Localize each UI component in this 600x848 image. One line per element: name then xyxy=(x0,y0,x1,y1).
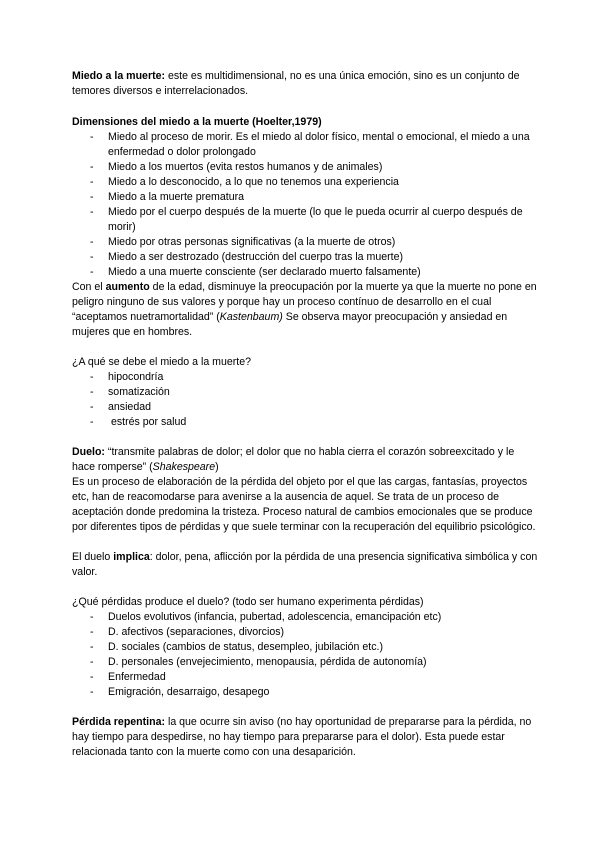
dimensions-list xyxy=(72,130,540,280)
age-paragraph-part: Se observa mayor preocupación y ansiedad en mujeres que en hombres. xyxy=(72,311,508,338)
fear-of-death-paragraph xyxy=(72,69,540,99)
list-item: - D. personales (envejecimiento, menopausia, pérdida de autonomía) xyxy=(72,655,540,670)
dimensions-heading-text: Dimensiones del miedo a la muerte (Hoelter,1979) xyxy=(72,116,322,128)
grief-implies-paragraph xyxy=(72,550,540,580)
sudden-loss-text: la que ocurre sin aviso (no hay oportunidad de prepararse para la pérdida, no hay tiempo para despedirse, no hay tiempo para prepararse para el dolor). Esta puede estar relacionada tanto con la muerte como con una desaparición. xyxy=(72,716,532,758)
grief-quote-end: ) xyxy=(215,461,219,473)
list-item: - Miedo a lo desconocido, a lo que no tenemos una experiencia xyxy=(72,175,540,190)
grief-heading: Duelo: xyxy=(72,446,105,458)
losses-question: ¿Qué pérdidas produce el duelo? (todo ser humano experimenta pérdidas) xyxy=(72,596,424,608)
list-item: - Duelos evolutivos (infancia, pubertad, adolescencia, emancipación etc) xyxy=(72,610,540,625)
grief-implies-lead: El duelo xyxy=(72,551,114,563)
age-paragraph-part: Con el xyxy=(72,281,106,293)
grief-definition-paragraph: Es un proceso de elaboración de la pérdida del objeto por el que las cargas, fantasías, proyectos etc, han de reacomodarse para avenirse a la ausencia de aquel. Se trata de un proceso de aceptación donde predomina la tristeza. Proceso natural de cambios emocionales que se produce por diferentes tipos de pérdidas y que suele terminar con la recuperación del equilibrio psicológico. xyxy=(72,476,536,533)
age-paragraph xyxy=(72,280,540,340)
cause-question: ¿A qué se debe el miedo a la muerte? xyxy=(72,356,252,368)
fear-of-death-heading: Miedo a la muerte: xyxy=(72,70,166,82)
list-item: - Miedo por el cuerpo después de la muerte (lo que le pueda ocurrir al cuerpo después de morir) xyxy=(72,205,540,235)
sudden-loss-heading: Pérdida repentina: xyxy=(72,716,166,728)
list-item: - Miedo a una muerte consciente (ser declarado muerto falsamente) xyxy=(72,265,540,280)
age-paragraph-italic: Kastenbaum) xyxy=(219,311,283,323)
list-item: - ansiedad xyxy=(72,400,540,415)
list-item: - Miedo a ser destrozado (destrucción del cuerpo tras la muerte) xyxy=(72,250,540,265)
list-item: - D. sociales (cambios de status, desempleo, jubilación etc.) xyxy=(72,640,540,655)
losses-list xyxy=(72,610,540,700)
causes-list xyxy=(72,370,540,430)
grief-quote-paragraph xyxy=(72,445,540,475)
list-item: - Miedo a los muertos (evita restos humanos y de animales) xyxy=(72,160,540,175)
grief-implies-bold: implica xyxy=(113,551,150,563)
grief-implies-rest: : dolor, pena, aflicción por la pérdida de una presencia significativa simbólica y con valor. xyxy=(72,551,538,578)
grief-quote: “transmite palabras de dolor; el dolor que no habla cierra el corazón sobreexcitado y le hace romperse” ( xyxy=(72,446,515,473)
fear-of-death-text: este es multidimensional, no es una única emoción, sino es un conjunto de temores diversos e interrelacionados. xyxy=(72,70,520,97)
age-paragraph-part: de la edad, disminuye la preocupación por la muerte ya que la muerte no pone en peligro ninguno de sus valores y porque hay un proceso contínuo de desarrollo en el cual “aceptamos nuetramortalidad” ( xyxy=(72,281,537,323)
grief-quote-author: Shakespeare xyxy=(152,461,216,473)
list-item: - Miedo por otras personas significativas (a la muerte de otros) xyxy=(72,235,540,250)
list-item: - D. afectivos (separaciones, divorcios) xyxy=(72,625,540,640)
list-item: - estrés por salud xyxy=(72,415,540,430)
dimensions-heading xyxy=(72,115,540,130)
list-item: - Miedo a la muerte prematura xyxy=(72,190,540,205)
list-item: - somatización xyxy=(72,385,540,400)
list-item: - hipocondría xyxy=(72,370,540,385)
list-item: - Enfermedad xyxy=(72,670,540,685)
sudden-loss-paragraph xyxy=(72,715,540,760)
list-item: - Emigración, desarraigo, desapego xyxy=(72,685,540,700)
list-item: - Miedo al proceso de morir. Es el miedo al dolor físico, mental o emocional, el miedo a una enfermedad o dolor prolongado xyxy=(72,130,540,160)
age-paragraph-bold: aumento xyxy=(105,281,150,293)
